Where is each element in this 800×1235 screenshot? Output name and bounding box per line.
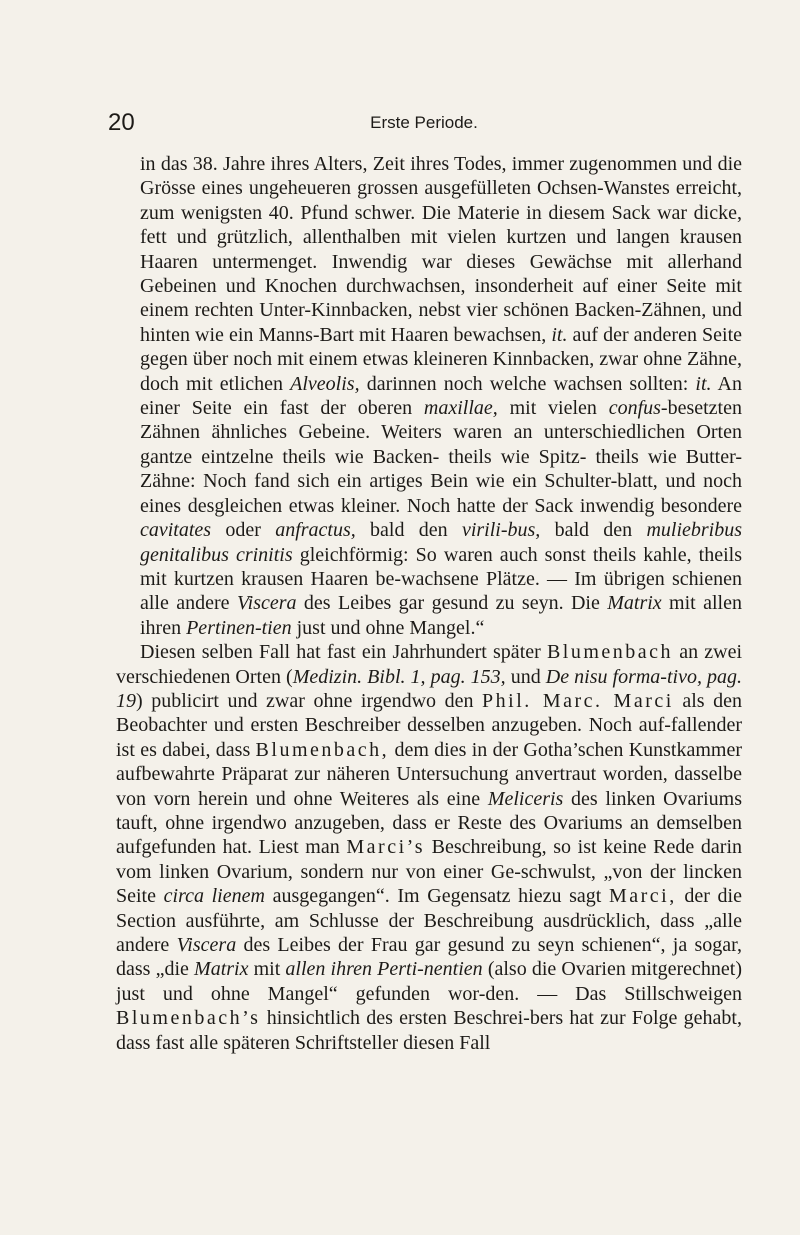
latin-term-genitalibus: muliebribus genitalibus crinitis [140, 519, 743, 566]
text-run: an zwei verschiedenen Orten ( [116, 641, 742, 688]
text-run: dem dies in der Gotha’schen Kunstkammer aufbewahrte Präparat zur näheren Untersuchung anvertraut worden, dasselbe von vorn herein und ohne Weiteres als eine [116, 738, 743, 810]
page-text [116, 152, 742, 1055]
text-run: der die Section ausführte, am Schlusse der Beschreibung ausdrücklich, dass „alle andere [116, 885, 742, 956]
latin-term-confus: confus [608, 397, 661, 420]
text-run: des Leibes gar gesund zu seyn. Die [296, 592, 608, 615]
latin-term-viscera: Viscera [176, 934, 237, 956]
author-name-marci: Phil. Marc. Marci [482, 689, 674, 712]
latin-term-anfractus: anfractus, [275, 519, 356, 542]
author-name-blumenbach: Blumenbach, [255, 738, 390, 761]
text-run: Beschreibung, so ist keine Rede darin vom linken Ovarium, sondern nur von einer Ge-schwulst, „von der lincken Seite [116, 836, 742, 908]
text-run: bald den [540, 519, 647, 542]
text-run: darinnen noch welche wachsen sollten: [359, 372, 696, 395]
latin-term-maxillae: maxillae, [423, 397, 498, 420]
text-run: bald den [355, 519, 462, 542]
abbreviation-it: it. [551, 323, 568, 346]
text-run: mit allen ihren [140, 592, 742, 639]
citation-medizin-bibl: Medizin. Bibl. 1, pag. 153, [292, 665, 506, 688]
text-run: oder [211, 519, 276, 542]
latin-term-pertinentien: allen ihren Perti-nentien [285, 958, 483, 981]
text-run: und [505, 665, 546, 688]
text-run: (also die Ovarien mitgerechnet) just und ohne Mangel“ gefunden wor-den. — Das Stillschweigen [116, 958, 743, 1005]
abbreviation-it: it. [695, 372, 712, 395]
text-run: mit vielen [497, 397, 609, 420]
latin-term-circa-lienem: circa lienem [163, 885, 265, 908]
quoted-paragraph [116, 152, 742, 640]
text-run: -besetzten Zähnen ähnliches Gebeine. Weiters waren an unterschiedlichen Orten gantze eintzelne theils wie Backen- theils wie Spitz- theils wie Butter-Zähne: Noch fand sich ein artiges Bein wie ein Schulter-blatt, und noch eines desgleichen etwas kleiner. Noch hatte der Sack inwendig besondere [140, 397, 742, 517]
body-paragraph [116, 640, 742, 1055]
text-run: des Leibes der Frau gar gesund zu seyn schienen“, ja sogar, dass „die [116, 934, 742, 981]
latin-term-meliceris: Meliceris [487, 787, 564, 810]
author-name-marci: Marci’s [346, 836, 425, 859]
text-run: des linken Ovariums tauft, ohne irgendwo anzugeben, dass er Reste des Ovariums an demselben aufgefunden hat. Liest man [116, 787, 742, 859]
text-run: ausgegangen“. Im Gegensatz hiezu sagt [264, 885, 609, 908]
text-run: in das 38. Jahre ihres Alters, Zeit ihres Todes, immer zugenommen und die Grösse eines ungeheueren grossen ausgefülleten Ochsen-Wanstes erreicht, zum wenigsten 40. Pfund schwer. Die Materie in diesem Sack war dicke, fett und grützlich, allenthalben mit vielen kurtzen und langen krausen Haaren untermenget. Inwendig war dieses Gewächse mit allerhand Gebeinen und Knochen durchwachsen, insonderheit auf einer Seite mit einem rechten Unter-Kinnbacken, nebst vier schönen Backen-Zähnen, und hinten wie ein Manns-Bart mit Haaren bewachsen, [140, 153, 742, 346]
page-number: 20 [108, 109, 135, 136]
page-header [108, 108, 740, 138]
text-run: mit [248, 958, 286, 981]
latin-term-viscera: Viscera [236, 592, 297, 615]
citation-de-nisu: De nisu forma-tivo, pag. 19 [116, 665, 743, 712]
running-head: Erste Periode. [370, 113, 478, 132]
author-name-marci: Marci, [608, 885, 677, 908]
latin-term-pertinentien: Pertinen-tien [186, 616, 292, 639]
text-run: gleichförmig: So waren auch sonst theils kahle, theils mit kurtzen krausen Haaren be-wachsene Plätze. — Im übrigen schienen alle andere [140, 543, 742, 615]
latin-term-virilibus: virili-bus, [461, 519, 541, 542]
text-run: Diesen selben Fall hat fast ein Jahrhundert später [140, 641, 547, 664]
author-name-blumenbach: Blumenbach [546, 641, 674, 664]
text-run: als den Beobachter und ersten Beschreiber desselben anzugeben. Noch auf-fallender ist es dabei, dass [116, 689, 742, 761]
text-run: ) publicirt und zwar ohne irgendwo den [136, 689, 483, 712]
latin-term-alveolis: Alveolis, [290, 372, 360, 395]
text-run: just und ohne Mangel.“ [291, 616, 485, 639]
text-run: auf der anderen Seite gegen über noch mit einem etwas kleineren Kinnbacken, zwar ohne Zähne, doch mit etlichen [140, 323, 743, 395]
latin-term-matrix: Matrix [607, 592, 662, 615]
latin-term-cavitates: cavitates [140, 519, 212, 542]
author-name-blumenbach: Blumenbach’s [116, 1007, 261, 1030]
text-run: hinsichtlich des ersten Beschrei-bers hat zur Folge gehabt, dass fast alle späteren Schriftsteller diesen Fall [116, 1007, 742, 1054]
latin-term-matrix: Matrix [194, 958, 249, 981]
text-run: An einer Seite ein fast der oberen [140, 372, 742, 420]
